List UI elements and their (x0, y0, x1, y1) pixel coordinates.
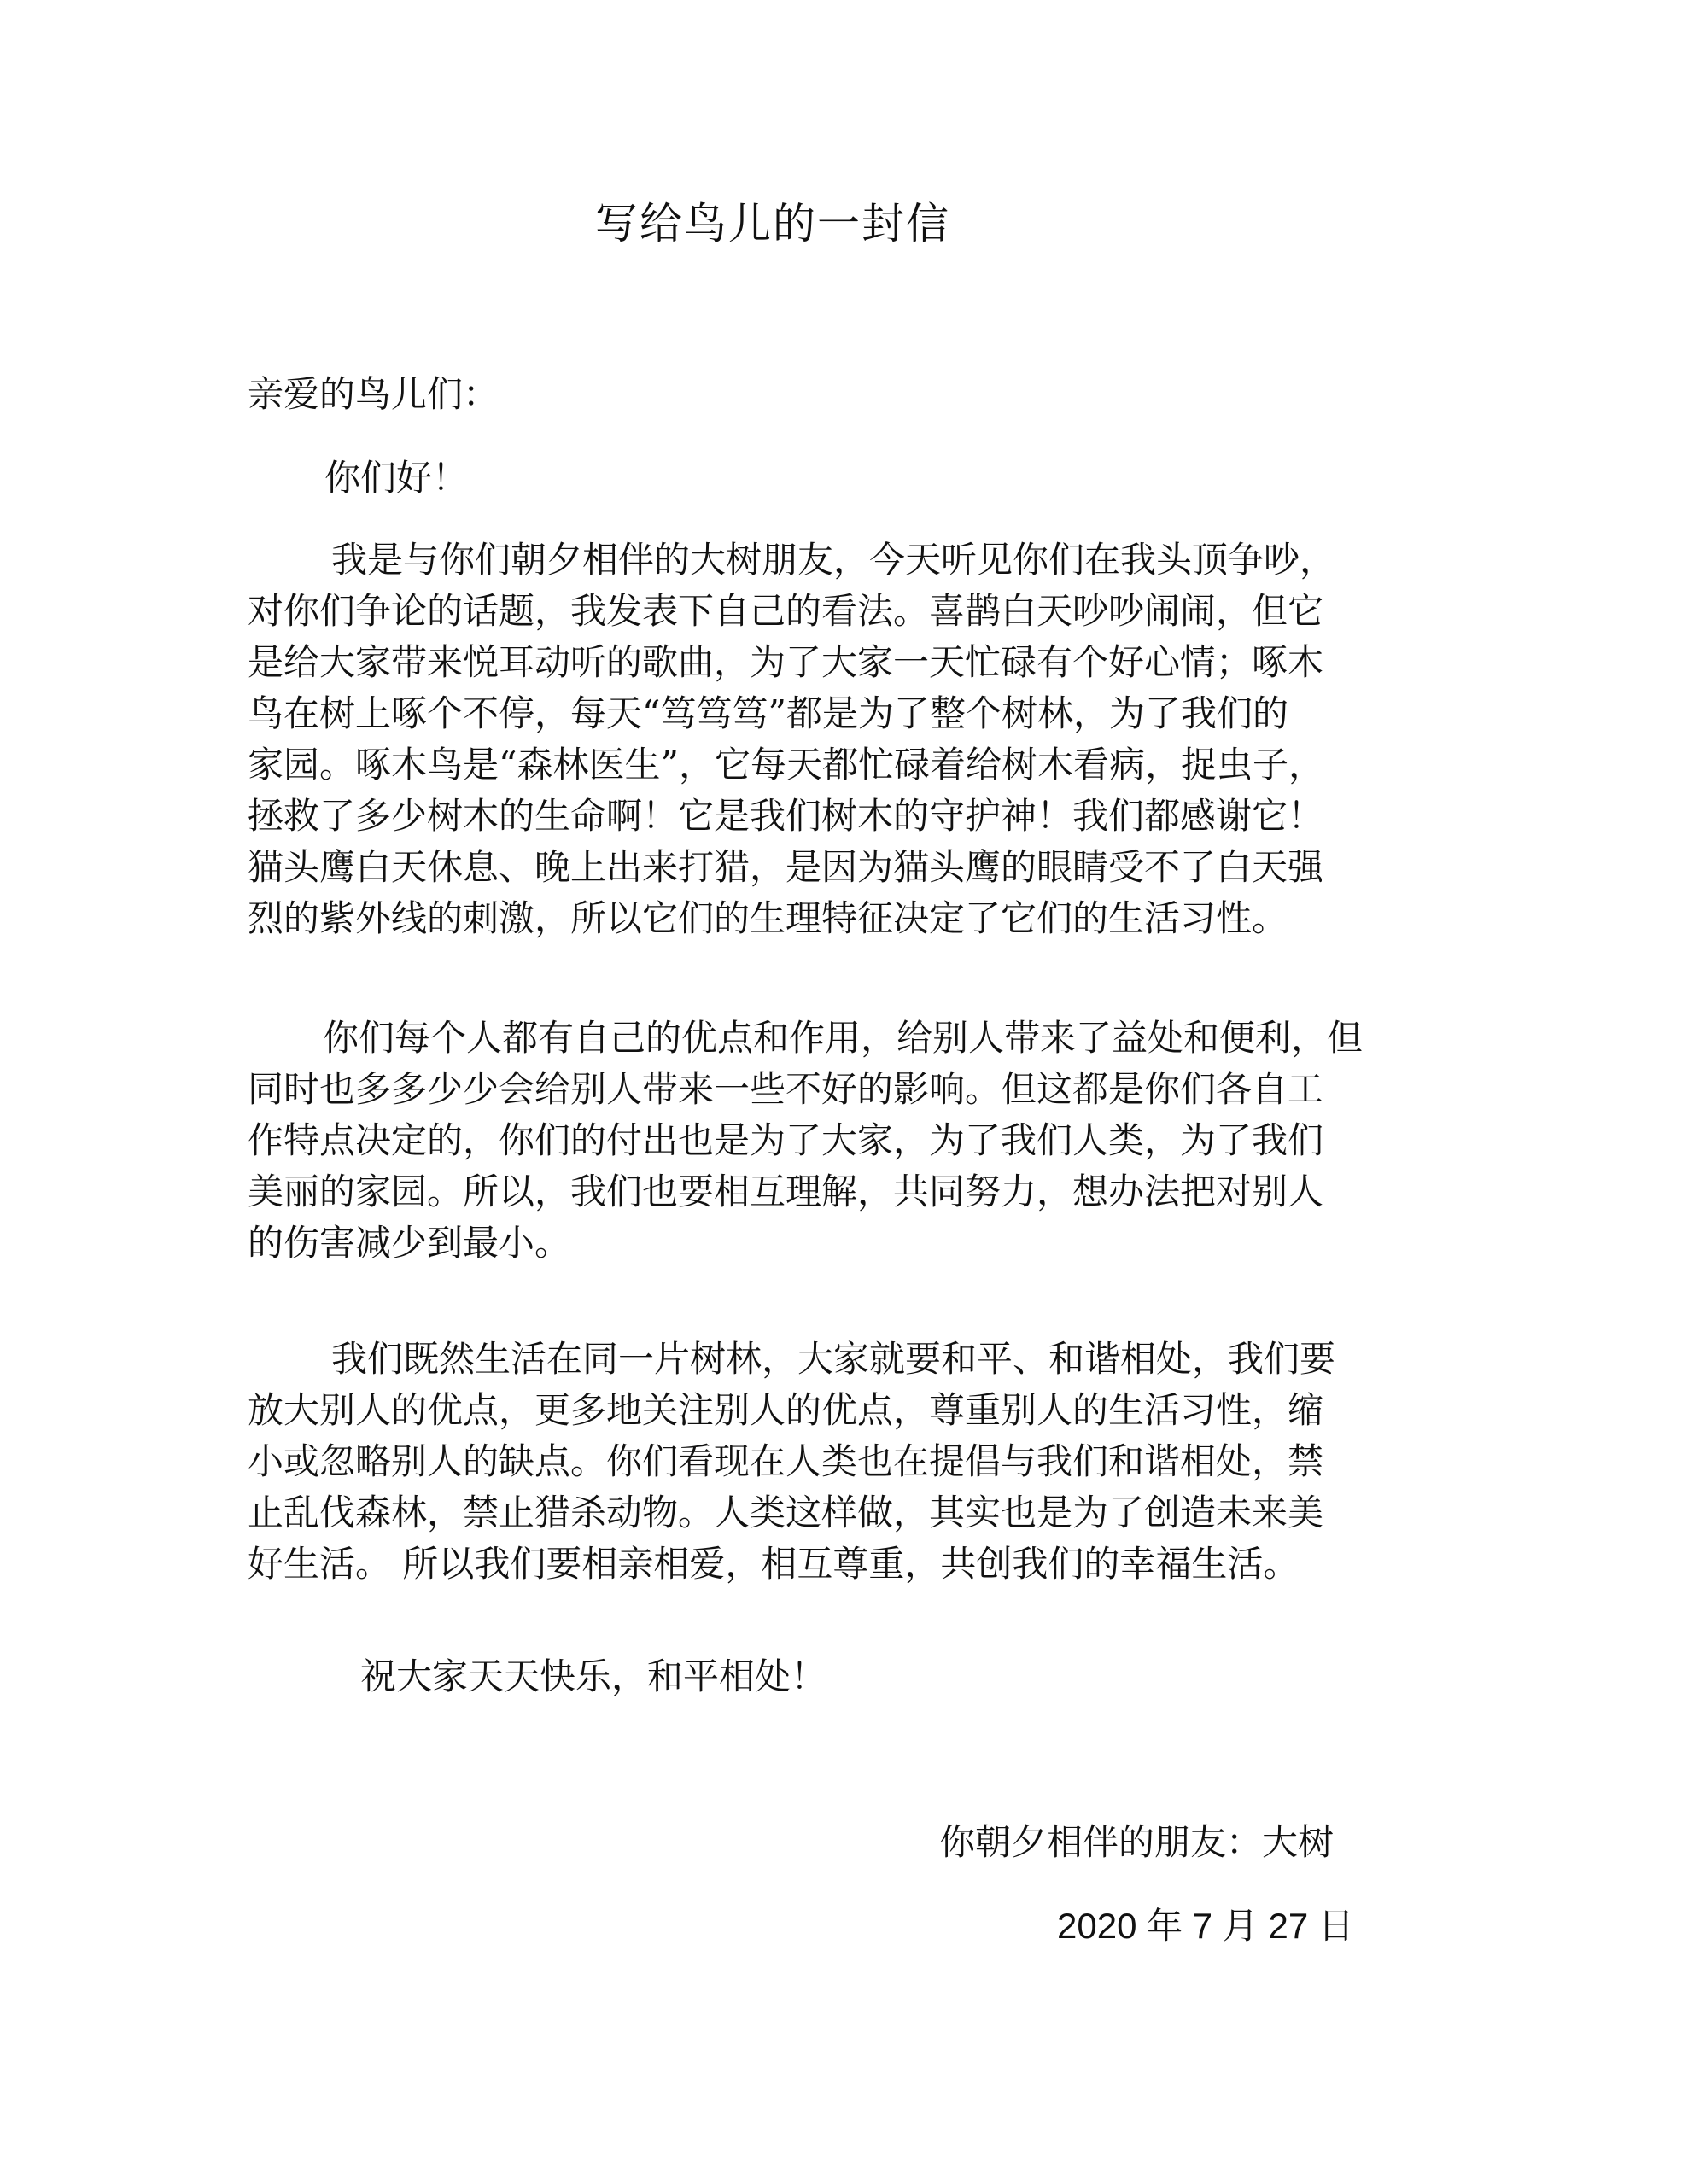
paragraph-line: 猫头鹰白天休息、晚上出来打猎，是因为猫头鹰的眼睛受不了白天强 (248, 846, 1324, 888)
wish-text: 祝大家天天快乐，和平相处！ (360, 1656, 827, 1697)
letter-hello (324, 453, 468, 504)
paragraph-3 (248, 1334, 1335, 1590)
greeting-text: 亲爱的鸟儿们： (248, 373, 499, 415)
paragraph-1 (248, 534, 1335, 944)
paragraph-line: 同时也多多少少会给别人带来一些不好的影响。但这都是你们各自工 (248, 1068, 1324, 1110)
paragraph-line: 是给大家带来悦耳动听的歌曲，为了大家一天忙碌有个好心情；啄木 (248, 641, 1324, 683)
paragraph-2 (248, 1013, 1363, 1269)
paragraph-line: 的伤害减少到最小。 (248, 1222, 571, 1264)
paragraph-line: 我们既然生活在同一片树林，大家就要和平、和谐相处，我们要 (295, 1338, 1336, 1380)
letter-wish (360, 1651, 826, 1702)
paragraph-line: 止乱伐森林，禁止猎杀动物。人类这样做，其实也是为了创造未来美 (248, 1492, 1324, 1533)
paragraph-line: 我是与你们朝夕相伴的大树朋友，今天听见你们在我头顶争吵， (295, 539, 1336, 581)
paragraph-line: 作特点决定的，你们的付出也是为了大家，为了我们人类，为了我们 (248, 1119, 1324, 1161)
paragraph-line: 放大别人的优点，更多地关注别人的优点，尊重别人的生活习性，缩 (248, 1389, 1324, 1431)
paragraph-line: 美丽的家园。所以，我们也要相互理解，共同努力，想办法把对别人 (248, 1171, 1324, 1212)
paragraph-line: 拯救了多少树木的生命啊！它是我们树木的守护神！我们都感谢它！ (248, 795, 1324, 837)
paragraph-line: 你们每个人都有自己的优点和作用，给别人带来了益处和便利，但 (287, 1017, 1364, 1059)
paragraph-line: 小或忽略别人的缺点。你们看现在人类也在提倡与我们和谐相处，禁 (248, 1440, 1324, 1482)
letter-greeting (248, 369, 499, 420)
paragraph-line: 家园。啄木鸟是“森林医生”，它每天都忙碌着给树木看病，捉虫子， (248, 744, 1324, 785)
letter-signature: 你朝夕相伴的朋友：大树 (939, 1821, 1335, 1863)
paragraph-line: 对你们争论的话题，我发表下自己的看法。喜鹊白天吵吵闹闹，但它 (248, 590, 1324, 632)
letter-date: 2020 年 7 月 27 日 (1057, 1906, 1354, 1946)
paragraph-line: 鸟在树上啄个不停，每天“笃笃笃”都是为了整个树林，为了我们的 (248, 692, 1288, 734)
hello-text: 你们好！ (324, 457, 469, 499)
paragraph-line: 好生活。 所以我们要相亲相爱，相互尊重，共创我们的幸福生活。 (248, 1543, 1300, 1585)
letter-title: 写给鸟儿的一封信 (595, 199, 950, 248)
paragraph-line: 烈的紫外线的刺激，所以它们的生理特征决定了它们的生活习性。 (248, 897, 1288, 939)
